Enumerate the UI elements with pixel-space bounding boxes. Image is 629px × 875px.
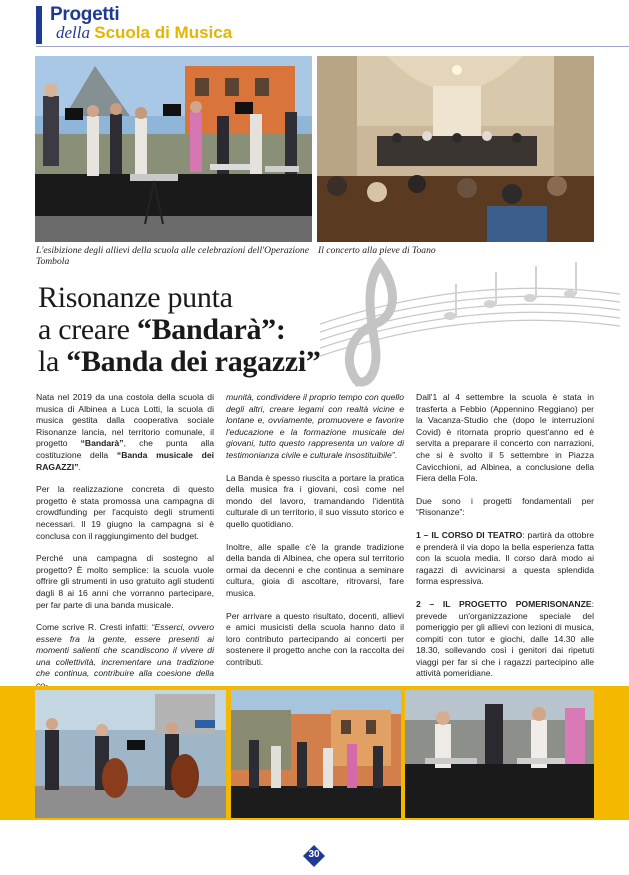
header-title-line1: Progetti <box>50 4 120 25</box>
article-title: Risonanze punta a creare “Bandarà”: la “Banda dei ragazzi” <box>38 281 321 378</box>
paragraph: La Banda è spesso riuscita a portare la pratica della musica fra i giovani, così come nel mondo del lavoro, tramandando l'identità culturale di un territorio, il suo vissuto storico e quello quotidiano. <box>226 472 404 529</box>
photo-strings-ensemble <box>35 690 226 818</box>
header-title-line2: della Scuola di Musica <box>56 23 233 42</box>
music-notes-decoration <box>320 254 620 394</box>
photo-band-piazza <box>231 690 401 818</box>
paragraph: 1 – IL CORSO DI TEATRO: partirà da ottobre e prenderà il via dopo la bella esperienza fatta con la scuola media. Il corso darà modo ai ragazzi di avvicinarsi a questa splendida forma espressiva. <box>416 529 594 587</box>
article-column-2 <box>226 392 404 679</box>
paragraph: Per la realizzazione concreta di questo progetto è stata promossa una campagna di crowdfunding per l'acquisto degli strumenti necessari. Il 19 giugno la campagna si è conclusa con il raggiungimento del budget. <box>36 484 214 541</box>
header-divider <box>36 46 629 47</box>
photo-church-concert <box>317 56 594 242</box>
paragraph: 2 – IL PROGETTO POMERISONANZE: prevede un'organizzazione speciale del pomeriggio per gli allievi con lezioni di musica, compiti con tutor e giochi, dalle 14.30 alle 18.30, sollevando così i genitori dai ripetuti viaggi per far sì che i ragazzi partecipino alle attività pomeridiane. <box>416 598 594 679</box>
article-column-1 <box>36 392 214 703</box>
caption-outdoor-performance: L'esibizione degli allievi della scuola alle celebrazioni dell'Operazione Tombola <box>36 245 309 267</box>
page-number: 30 <box>308 849 320 860</box>
paragraph: Come scrive R. Cresti infatti: “Esserci, ovvero essere fra la gente, essere presenti ai momenti salienti che scandiscono il vivere di una collettività, incrementare una tradizione che continua, contribuire alla coesione della <box>36 622 215 679</box>
photo-outdoor-performance <box>35 56 312 242</box>
paragraph: Inoltre, alle spalle c'è la grande tradizione della banda di Albinea, che opera sul territorio ormai da decenni e che continua a seminare cultura, gioia di ascoltare, ritrovarsi, fare musica. <box>226 541 404 598</box>
paragraph: Per arrivare a questo risultato, docenti, allievi e amici musicisti della scuola hanno dato il loro contributo partecipando ai concerti per sostenere il progetto anche con la raccolta dei contributi. <box>226 610 404 667</box>
paragraph: Due sono i progetti fondamentali per “Risonanze”: <box>416 495 594 518</box>
caption-church-concert: Il concerto alla pieve di Toano <box>318 245 436 256</box>
article-column-3 <box>416 392 594 691</box>
photo-keyboard-players <box>405 690 594 818</box>
header-accent-bar <box>36 6 42 44</box>
paragraph: munità, condividere il proprio tempo con quello degli altri, creare legami con realtà vicine e lontane e, ovviamente, promuovere e favorire l'educazione e la formazione musicale dei giovani, tutto questo rappresenta un valore di testimonianza civile e culturale insostituibile”. <box>226 392 404 460</box>
paragraph: Perché una campagna di sostegno al progetto? È molto semplice: la scuola vuole offrire gli strumenti in uso gratuito agli studenti dagli 8 ai 16 anni che vorranno partecipare, per far parte di una banda musicale. <box>36 553 214 610</box>
paragraph: Nata nel 2019 da una costola della scuola di musica di Albinea a Luca Lotti, la scuola di musica gestita dalla cooperativa sociale Risonanze lancia, nel territorio comunale, il progetto “Bandarà”, che punta alla costituzione della “Banda musicale dei RAGAZZI”. <box>36 392 214 472</box>
paragraph: Dall'1 al 4 settembre la scuola è stata in trasferta a Febbio (Appennino Reggiano) per la Vacanza-Studio che (dopo le interruzioni Covid) è ritornata proprio quest'anno ed è servita a preparare il concerto con narrazioni, che si è svolto il 5 settembre in Piazza Cavicchioni, ad Albinea, a conclusione della Fiera della Fola. <box>416 392 594 484</box>
